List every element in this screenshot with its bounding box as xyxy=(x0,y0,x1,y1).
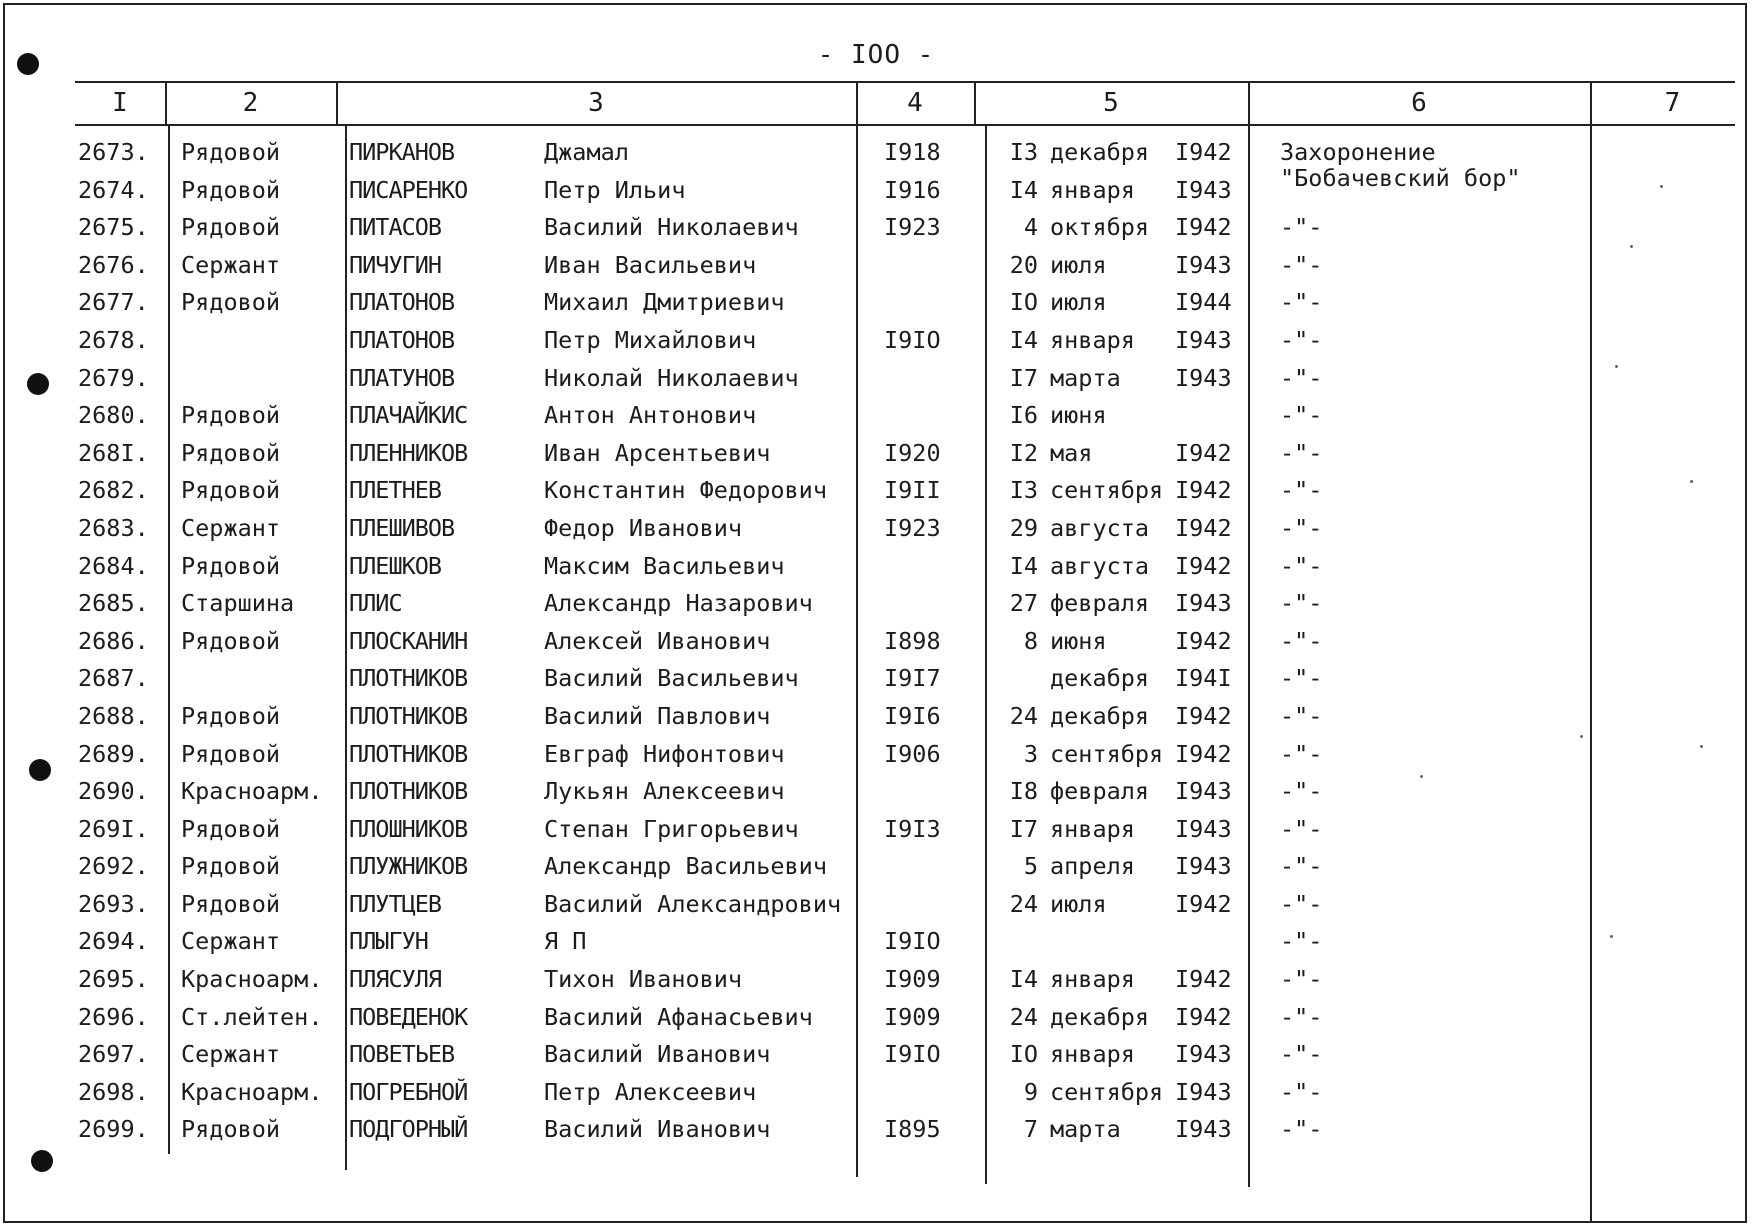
given-name-patronymic: Степан Григорьевич xyxy=(544,814,799,843)
death-month: июля xyxy=(1050,288,1107,317)
row-number: 2687. xyxy=(78,664,149,693)
burial-note: -"- xyxy=(1280,1115,1323,1144)
burial-note: -"- xyxy=(1280,814,1323,843)
given-name-patronymic: Максим Васильевич xyxy=(544,551,785,580)
table-row xyxy=(0,284,1752,322)
rank: Рядовой xyxy=(181,175,281,204)
table-row xyxy=(0,886,1752,924)
rank: Красноарм. xyxy=(181,777,323,806)
death-day: 7 xyxy=(1023,1115,1038,1144)
death-month: января xyxy=(1050,814,1135,843)
death-year: I943 xyxy=(1175,814,1232,843)
birth-year: I898 xyxy=(884,626,941,655)
burial-note: -"- xyxy=(1280,438,1323,467)
punch-hole xyxy=(29,759,51,781)
rank: Рядовой xyxy=(181,476,281,505)
burial-note: -"- xyxy=(1280,965,1323,994)
death-year: I942 xyxy=(1175,476,1232,505)
death-year: I942 xyxy=(1175,438,1232,467)
birth-year: I9IO xyxy=(884,325,941,354)
paper-speck xyxy=(1700,745,1703,748)
death-day: 3 xyxy=(1023,739,1038,768)
death-day: 8 xyxy=(1023,626,1038,655)
death-day: I3 xyxy=(1009,476,1038,505)
surname: ПЛУЖНИКОВ xyxy=(349,852,468,881)
rank: Рядовой xyxy=(181,814,281,843)
paper-speck xyxy=(1610,935,1613,938)
row-number: 2677. xyxy=(78,288,149,317)
surname: ПИРКАНОВ xyxy=(349,138,455,166)
table-row xyxy=(0,247,1752,285)
birth-year: I9I7 xyxy=(884,664,941,693)
surname: ПЛАТОНОВ xyxy=(349,325,455,354)
burial-note-line-2: "Бобачевский бор" xyxy=(1280,164,1521,192)
surname: ПЛИС xyxy=(349,589,402,618)
death-year: I942 xyxy=(1175,1002,1232,1031)
given-name-patronymic: Петр Алексеевич xyxy=(544,1077,757,1106)
death-day: IO xyxy=(1009,1040,1038,1069)
death-month: сентября xyxy=(1050,1077,1164,1106)
death-month: мая xyxy=(1050,438,1093,467)
paper-speck xyxy=(1630,245,1633,248)
row-number: 2698. xyxy=(78,1077,149,1106)
column-header-2: 2 xyxy=(242,88,259,118)
row-number: 2697. xyxy=(78,1040,149,1069)
death-day: 9 xyxy=(1023,1077,1038,1106)
surname: ПЛЯСУЛЯ xyxy=(349,965,442,994)
rank: Красноарм. xyxy=(181,965,323,994)
table-row xyxy=(0,435,1752,473)
death-day: I6 xyxy=(1009,401,1038,430)
row-number: 2674. xyxy=(78,175,149,204)
given-name-patronymic: Я П xyxy=(544,927,587,956)
table-row xyxy=(0,585,1752,623)
death-day: 29 xyxy=(1009,513,1038,542)
given-name-patronymic: Василий Васильевич xyxy=(544,664,799,693)
rank: Сержант xyxy=(181,250,281,279)
given-name-patronymic: Алексей Иванович xyxy=(544,626,771,655)
rank: Старшина xyxy=(181,589,295,618)
given-name-patronymic: Иван Арсентьевич xyxy=(544,438,771,467)
given-name-patronymic: Антон Антонович xyxy=(544,401,757,430)
death-month: марта xyxy=(1050,1115,1121,1144)
death-year: I942 xyxy=(1175,626,1232,655)
row-number: 268I. xyxy=(78,438,149,467)
rank: Ст.лейтен. xyxy=(181,1002,323,1031)
death-month: января xyxy=(1050,1040,1135,1069)
death-day: I3 xyxy=(1009,138,1038,166)
death-day: I2 xyxy=(1009,438,1038,467)
given-name-patronymic: Николай Николаевич xyxy=(544,363,799,392)
rank: Рядовой xyxy=(181,852,281,881)
death-day: 24 xyxy=(1009,1002,1038,1031)
table-row xyxy=(0,698,1752,736)
row-number: 2680. xyxy=(78,401,149,430)
death-day: 24 xyxy=(1009,701,1038,730)
rank: Рядовой xyxy=(181,138,281,166)
given-name-patronymic: Василий Афанасьевич xyxy=(544,1002,813,1031)
header-bottom-rule xyxy=(75,124,1735,126)
death-month: сентября xyxy=(1050,739,1164,768)
row-number: 2678. xyxy=(78,325,149,354)
surname: ПЛАЧАЙКИС xyxy=(349,401,468,430)
surname: ПЛУТЦЕВ xyxy=(349,889,442,918)
death-day: I7 xyxy=(1009,814,1038,843)
surname: ПЛОТНИКОВ xyxy=(349,777,468,806)
surname: ПЛОШНИКОВ xyxy=(349,814,468,843)
row-number: 2693. xyxy=(78,889,149,918)
surname: ПОВЕТЬЕВ xyxy=(349,1040,455,1069)
table-row xyxy=(0,548,1752,586)
paper-speck xyxy=(1615,365,1618,368)
rank: Рядовой xyxy=(181,739,281,768)
burial-note: -"- xyxy=(1280,777,1323,806)
given-name-patronymic: Василий Павлович xyxy=(544,701,771,730)
surname: ПОГРЕБНОЙ xyxy=(349,1077,468,1106)
burial-note: -"- xyxy=(1280,1002,1323,1031)
surname: ПЛАТУНОВ xyxy=(349,363,455,392)
row-number: 2692. xyxy=(78,852,149,881)
table-row xyxy=(0,999,1752,1037)
burial-note: -"- xyxy=(1280,701,1323,730)
row-number: 2690. xyxy=(78,777,149,806)
death-day: I4 xyxy=(1009,325,1038,354)
surname: ПЛЕШИВОВ xyxy=(349,513,455,542)
punch-hole xyxy=(17,53,39,75)
given-name-patronymic: Лукьян Алексеевич xyxy=(544,777,785,806)
birth-year: I9IO xyxy=(884,927,941,956)
burial-note: -"- xyxy=(1280,363,1323,392)
rank: Красноарм. xyxy=(181,1077,323,1106)
birth-year: I923 xyxy=(884,513,941,542)
birth-year: I909 xyxy=(884,1002,941,1031)
surname: ПИТАСОВ xyxy=(349,213,442,242)
row-number: 2686. xyxy=(78,626,149,655)
death-month: марта xyxy=(1050,363,1121,392)
row-number: 2688. xyxy=(78,701,149,730)
death-year: I943 xyxy=(1175,589,1232,618)
death-month: сентября xyxy=(1050,476,1164,505)
death-year: I943 xyxy=(1175,250,1232,279)
surname: ПОВЕДЕНОК xyxy=(349,1002,468,1031)
death-year: I942 xyxy=(1175,213,1232,242)
death-month: июня xyxy=(1050,626,1107,655)
table-row xyxy=(0,472,1752,510)
given-name-patronymic: Василий Николаевич xyxy=(544,213,799,242)
death-day: 24 xyxy=(1009,889,1038,918)
birth-year: I923 xyxy=(884,213,941,242)
death-day: I4 xyxy=(1009,175,1038,204)
given-name-patronymic: Тихон Иванович xyxy=(544,965,743,994)
death-month: декабря xyxy=(1050,1002,1150,1031)
rank: Рядовой xyxy=(181,288,281,317)
birth-year: I906 xyxy=(884,739,941,768)
row-number: 2676. xyxy=(78,250,149,279)
column-header-4: 4 xyxy=(907,88,923,118)
birth-year: I895 xyxy=(884,1115,941,1144)
surname: ПЛОТНИКОВ xyxy=(349,739,468,768)
row-number: 2682. xyxy=(78,476,149,505)
death-year: I943 xyxy=(1175,325,1232,354)
death-year: I942 xyxy=(1175,739,1232,768)
surname: ПЛЕННИКОВ xyxy=(349,438,468,467)
birth-year: I918 xyxy=(884,138,941,166)
death-month: января xyxy=(1050,175,1135,204)
death-year: I942 xyxy=(1175,701,1232,730)
death-day: 27 xyxy=(1009,589,1038,618)
row-number: 2689. xyxy=(78,739,149,768)
row-number: 2683. xyxy=(78,513,149,542)
given-name-patronymic: Иван Васильевич xyxy=(544,250,757,279)
given-name-patronymic: Петр Ильич xyxy=(544,175,686,204)
death-day: I4 xyxy=(1009,965,1038,994)
death-year: I943 xyxy=(1175,1115,1232,1144)
column-header-3: 3 xyxy=(588,88,604,118)
burial-note: -"- xyxy=(1280,401,1323,430)
given-name-patronymic: Михаил Дмитриевич xyxy=(544,288,785,317)
surname: ПЛЫГУН xyxy=(349,927,428,956)
row-number: 2695. xyxy=(78,965,149,994)
column-header-7: 7 xyxy=(1664,88,1681,118)
table-row xyxy=(0,811,1752,849)
given-name-patronymic: Федор Иванович xyxy=(544,513,743,542)
death-month: января xyxy=(1050,325,1135,354)
column-header-6: 6 xyxy=(1411,88,1427,118)
death-month: октября xyxy=(1050,213,1150,242)
paper-speck xyxy=(1660,185,1663,188)
surname: ПЛЕТНЕВ xyxy=(349,476,442,505)
table-top-rule xyxy=(75,81,1735,83)
row-number: 2685. xyxy=(78,589,149,618)
death-month: апреля xyxy=(1050,852,1135,881)
death-month: декабря xyxy=(1050,701,1150,730)
birth-year: I9I3 xyxy=(884,814,941,843)
burial-note: -"- xyxy=(1280,664,1323,693)
burial-note: -"- xyxy=(1280,927,1323,956)
table-row xyxy=(0,623,1752,661)
death-month: декабря xyxy=(1050,664,1150,693)
paper-speck xyxy=(1690,480,1693,483)
death-year: I943 xyxy=(1175,363,1232,392)
table-row xyxy=(0,360,1752,398)
table-row xyxy=(0,510,1752,548)
death-year: I942 xyxy=(1175,889,1232,918)
burial-note: -"- xyxy=(1280,589,1323,618)
rank: Рядовой xyxy=(181,701,281,730)
death-month: февраля xyxy=(1050,589,1150,618)
table-row xyxy=(0,209,1752,247)
burial-note: -"- xyxy=(1280,288,1323,317)
row-number: 2675. xyxy=(78,213,149,242)
death-day: 4 xyxy=(1023,213,1038,242)
table-row xyxy=(0,660,1752,698)
death-month: июля xyxy=(1050,250,1107,279)
death-year: I942 xyxy=(1175,513,1232,542)
rank: Сержант xyxy=(181,927,281,956)
death-year: I942 xyxy=(1175,965,1232,994)
row-number: 2679. xyxy=(78,363,149,392)
death-month: января xyxy=(1050,965,1135,994)
surname: ПЛОСКАНИН xyxy=(349,626,468,655)
rank: Рядовой xyxy=(181,626,281,655)
given-name-patronymic: Александр Васильевич xyxy=(544,852,827,881)
birth-year: I916 xyxy=(884,175,941,204)
table-row xyxy=(0,1111,1752,1149)
burial-note: -"- xyxy=(1280,213,1323,242)
surname: ПЛАТОНОВ xyxy=(349,288,455,317)
punch-hole xyxy=(31,1150,53,1172)
burial-note: -"- xyxy=(1280,1077,1323,1106)
table-row xyxy=(0,322,1752,360)
death-month: июля xyxy=(1050,889,1107,918)
burial-note: -"- xyxy=(1280,1040,1323,1069)
birth-year: I9I6 xyxy=(884,701,941,730)
given-name-patronymic: Евграф Нифонтович xyxy=(544,739,785,768)
burial-note: -"- xyxy=(1280,250,1323,279)
row-number: 2694. xyxy=(78,927,149,956)
rank: Рядовой xyxy=(181,889,281,918)
given-name-patronymic: Василий Иванович xyxy=(544,1115,771,1144)
table-row xyxy=(0,923,1752,961)
surname: ПЛЕШКОВ xyxy=(349,551,442,580)
row-number: 2684. xyxy=(78,551,149,580)
death-day: I4 xyxy=(1009,551,1038,580)
surname: ПИСАРЕНКО xyxy=(349,175,468,204)
table-row xyxy=(0,172,1752,210)
burial-note: -"- xyxy=(1280,476,1323,505)
rank: Сержант xyxy=(181,1040,281,1069)
given-name-patronymic: Василий Александрович xyxy=(544,889,842,918)
rank: Рядовой xyxy=(181,551,281,580)
punch-hole xyxy=(27,373,49,395)
death-month: февраля xyxy=(1050,777,1150,806)
table-row xyxy=(0,736,1752,774)
row-number: 2696. xyxy=(78,1002,149,1031)
given-name-patronymic: Александр Назарович xyxy=(544,589,813,618)
row-number: 269I. xyxy=(78,814,149,843)
birth-year: I9IO xyxy=(884,1040,941,1069)
table-row xyxy=(0,1036,1752,1074)
page-number: - IOO - xyxy=(817,40,935,70)
death-year: I943 xyxy=(1175,175,1232,204)
death-day: I7 xyxy=(1009,363,1038,392)
birth-year: I920 xyxy=(884,438,941,467)
death-year: I943 xyxy=(1175,1040,1232,1069)
burial-note: -"- xyxy=(1280,626,1323,655)
death-day: IO xyxy=(1009,288,1038,317)
table-row xyxy=(0,1074,1752,1112)
death-month: декабря xyxy=(1050,138,1150,166)
rank: Рядовой xyxy=(181,401,281,430)
paper-speck xyxy=(1580,735,1583,738)
death-year: I943 xyxy=(1175,852,1232,881)
birth-year: I9II xyxy=(884,476,941,505)
row-number: 2699. xyxy=(78,1115,149,1144)
column-header-5: 5 xyxy=(1103,88,1119,118)
surname: ПЛОТНИКОВ xyxy=(349,701,468,730)
column-header-1: I xyxy=(112,88,128,118)
rank: Сержант xyxy=(181,513,281,542)
row-number: 2673. xyxy=(78,138,149,166)
table-row xyxy=(0,397,1752,435)
death-month: июня xyxy=(1050,401,1107,430)
paper-speck xyxy=(1420,775,1423,778)
burial-note: -"- xyxy=(1280,325,1323,354)
death-year: I942 xyxy=(1175,138,1232,166)
rank: Рядовой xyxy=(181,438,281,467)
death-day: I8 xyxy=(1009,777,1038,806)
burial-note: -"- xyxy=(1280,551,1323,580)
given-name-patronymic: Петр Михайлович xyxy=(544,325,757,354)
death-year: I942 xyxy=(1175,551,1232,580)
rank: Рядовой xyxy=(181,1115,281,1144)
death-year: I943 xyxy=(1175,777,1232,806)
burial-note: -"- xyxy=(1280,739,1323,768)
rank: Рядовой xyxy=(181,213,281,242)
burial-note: -"- xyxy=(1280,889,1323,918)
burial-note: Захоронение xyxy=(1280,138,1436,166)
table-row xyxy=(0,773,1752,811)
death-year: I94I xyxy=(1175,664,1232,693)
given-name-patronymic: Константин Федорович xyxy=(544,476,827,505)
table-row xyxy=(0,961,1752,999)
surname: ПИЧУГИН xyxy=(349,250,442,279)
given-name-patronymic: Василий Иванович xyxy=(544,1040,771,1069)
death-day: 5 xyxy=(1023,852,1038,881)
burial-note: -"- xyxy=(1280,852,1323,881)
death-month: августа xyxy=(1050,551,1150,580)
register-rows xyxy=(0,134,1752,1149)
death-year: I944 xyxy=(1175,288,1232,317)
birth-year: I909 xyxy=(884,965,941,994)
burial-note: -"- xyxy=(1280,513,1323,542)
death-day: 20 xyxy=(1009,250,1038,279)
table-row xyxy=(0,848,1752,886)
death-month: августа xyxy=(1050,513,1150,542)
given-name-patronymic: Джамал xyxy=(544,138,629,166)
death-year: I943 xyxy=(1175,1077,1232,1106)
surname: ПОДГОРНЫЙ xyxy=(349,1115,468,1144)
surname: ПЛОТНИКОВ xyxy=(349,664,468,693)
